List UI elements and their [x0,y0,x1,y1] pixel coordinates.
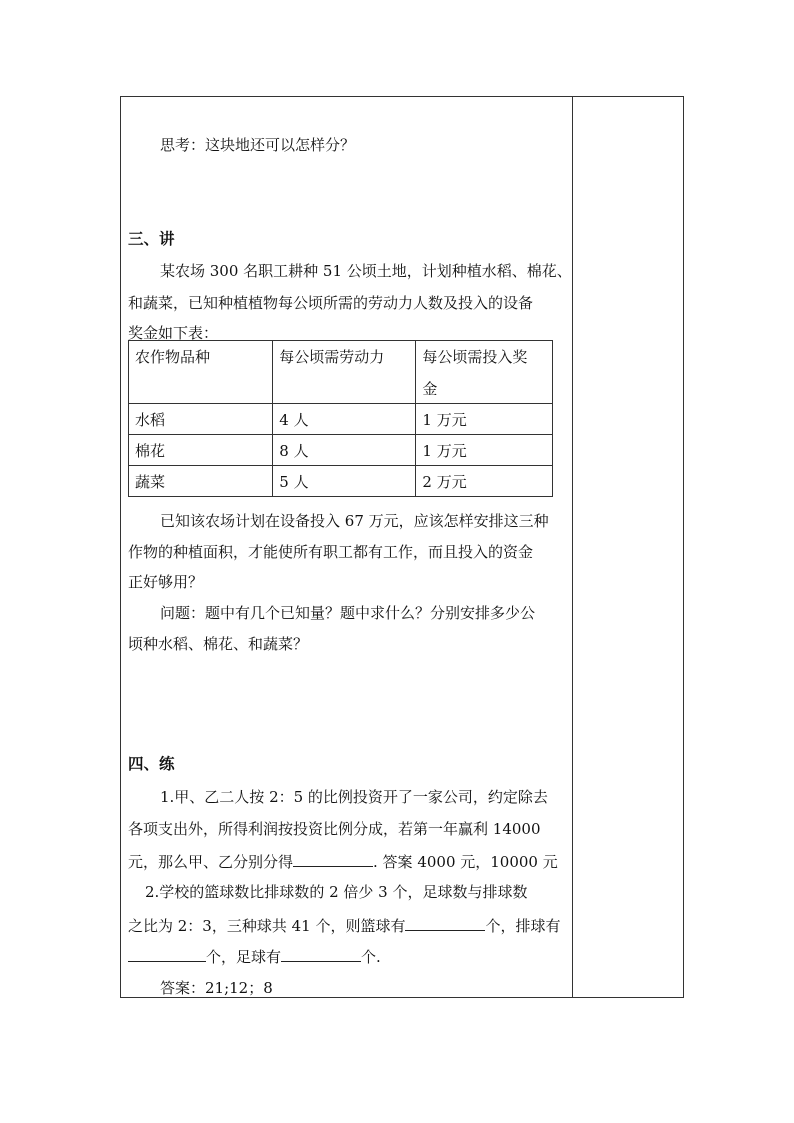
table-cell: 棉花 [129,435,273,466]
column-divider [572,96,573,998]
table-row [129,404,553,435]
section-4-heading: 四、练 [128,754,175,773]
answer-blank [293,850,373,867]
table-header-cell: 每公顷需劳动力 [273,341,416,404]
q2-text-d: 个. [361,948,381,966]
answer-blank [405,914,485,931]
section-3-para-3-line-2: 顷种水稻、棉花、和蔬菜？ [128,635,309,653]
q2-line-2 [128,914,561,936]
section-3-para-2-line-2: 作物的种植面积，才能使所有职工都有工作，而且投入的资金 [128,543,534,561]
table-header-cell [416,341,553,404]
q1-text-a: 元，那么甲、乙分别分得 [128,853,294,871]
table-header-row [129,341,553,404]
section-3-para-2-line-1: 已知该农场计划在设备投入 67 万元，应该怎样安排这三种 [160,512,549,530]
q1-line-2: 各项支出外，所得利润按投资比例分成，若第一年赢利 14000 [128,820,541,838]
q2-line-3 [128,945,381,967]
answer-blank [281,945,361,962]
q2-answer: 答案：21;12；8 [160,979,273,997]
section-3-para-1-line-3: 奖金如下表： [128,324,219,342]
table-cell: 4 人 [273,404,416,435]
table-row [129,466,553,497]
table-cell: 1 万元 [416,404,553,435]
section-3-para-1-line-2: 和蔬菜，已知种植植物每公顷所需的劳动力人数及投入的设备 [128,294,534,312]
table-cell: 5 人 [273,466,416,497]
table-cell: 1 万元 [416,435,553,466]
header-line-2: 金 [422,380,438,398]
section-3-para-3-line-1: 问题：题中有几个已知量？题中求什么？分别安排多少公 [160,604,536,622]
q1-line-3 [128,850,558,872]
answer-blank [128,945,206,962]
section-3-heading: 三、讲 [128,229,175,248]
table-cell: 2 万元 [416,466,553,497]
q2-text-c: 个，足球有 [206,948,282,966]
table-header-cell: 农作物品种 [129,341,273,404]
header-line-1: 每公顷需投入奖 [422,348,528,366]
q1-text-b: . 答案 4000 元，10000 元 [373,853,558,871]
table-cell: 蔬菜 [129,466,273,497]
section-3-para-1-line-1: 某农场 300 名职工耕种 51 公顷土地，计划种植水稻、棉花、 [160,262,572,280]
table-cell: 8 人 [273,435,416,466]
crop-table [128,340,553,497]
q2-text-b: 个，排球有 [485,917,561,935]
q2-line-1: 2.学校的篮球数比排球数的 2 倍少 3 个，足球数与排球数 [145,883,528,901]
think-question: 思考：这块地还可以怎样分？ [160,136,356,154]
table-row [129,435,553,466]
table-cell: 水稻 [129,404,273,435]
q2-text-a: 之比为 2：3，三种球共 41 个，则篮球有 [128,917,406,935]
q1-line-1: 1.甲、乙二人按 2：5 的比例投资开了一家公司，约定除去 [160,788,548,806]
section-3-para-2-line-3: 正好够用？ [128,573,204,591]
